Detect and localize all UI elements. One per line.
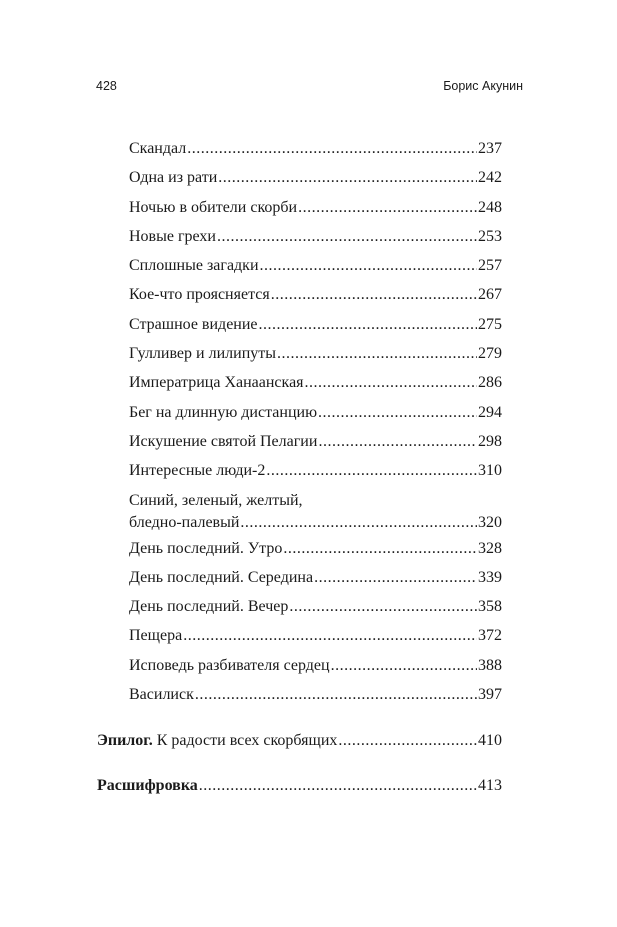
toc-entry-page: 372 bbox=[478, 627, 502, 645]
toc-entry-page: 310 bbox=[478, 462, 502, 480]
toc-entry-title: День последний. Вечер bbox=[129, 598, 289, 616]
toc-entry-page: 397 bbox=[478, 686, 502, 704]
toc-entry-title: Гулливер и лилипуты bbox=[129, 345, 276, 363]
toc-entry bbox=[129, 569, 502, 598]
toc-entry bbox=[129, 169, 502, 198]
toc-entry bbox=[129, 598, 502, 627]
toc-entry-title: День последний. Середина bbox=[129, 568, 314, 586]
dot-leader bbox=[289, 598, 477, 616]
toc-entry bbox=[129, 374, 502, 403]
dot-leader bbox=[195, 686, 477, 704]
toc-entry-page: 298 bbox=[478, 432, 502, 450]
toc-entry bbox=[129, 257, 502, 286]
dot-leader bbox=[331, 657, 477, 675]
toc-entry bbox=[129, 433, 502, 462]
dot-leader bbox=[187, 140, 477, 158]
toc-entry-title: Императрица Ханаанская bbox=[129, 374, 304, 392]
toc-entry-page: 279 bbox=[478, 345, 502, 363]
toc-entry bbox=[129, 345, 502, 374]
dot-leader bbox=[266, 462, 477, 480]
dot-leader bbox=[305, 374, 477, 392]
toc-entry-page: 328 bbox=[478, 539, 502, 557]
dot-leader bbox=[218, 169, 477, 187]
toc-entry-page: 237 bbox=[478, 140, 502, 157]
table-of-contents bbox=[129, 140, 502, 715]
toc-entry-title: Скандал bbox=[129, 140, 187, 157]
toc-entry-page: 248 bbox=[478, 198, 502, 216]
toc-entry-title: День последний. Утро bbox=[129, 539, 283, 557]
toc-entry-page: 339 bbox=[478, 568, 502, 586]
dot-leader bbox=[318, 404, 477, 422]
epilog-title: К радости всех скорбящих bbox=[156, 732, 338, 749]
toc-entry-title: Новые грехи bbox=[129, 227, 216, 245]
running-header bbox=[96, 79, 523, 97]
toc-entry-page: 275 bbox=[478, 315, 502, 333]
toc-entry-title-line2: бледно-палевый bbox=[129, 513, 240, 531]
toc-entry bbox=[129, 404, 502, 433]
toc-entry-title: Исповедь разбивателя сердец bbox=[129, 656, 330, 674]
dot-leader bbox=[338, 732, 477, 750]
toc-entry bbox=[129, 140, 502, 169]
toc-entry-title: Одна из рати bbox=[129, 169, 218, 187]
toc-entry-title: Искушение святой Пелагии bbox=[129, 432, 318, 450]
toc-entry-title: Пещера bbox=[129, 627, 183, 645]
toc-entry-page: 242 bbox=[478, 169, 502, 187]
dot-leader bbox=[217, 228, 477, 246]
dot-leader bbox=[314, 569, 477, 587]
dot-leader bbox=[283, 540, 477, 558]
toc-entry-page: 388 bbox=[478, 656, 502, 674]
toc-entry bbox=[129, 627, 502, 656]
dot-leader bbox=[183, 627, 477, 645]
toc-entry-page: 257 bbox=[478, 257, 502, 275]
toc-entry-title: Бег на длинную дистанцию bbox=[129, 403, 318, 421]
epilog-page: 410 bbox=[478, 732, 502, 749]
decode-page: 413 bbox=[478, 777, 502, 794]
toc-entry bbox=[129, 286, 502, 315]
toc-entry-page: 320 bbox=[478, 513, 502, 531]
dot-leader bbox=[199, 777, 477, 795]
toc-entry-title: Сплошные загадки bbox=[129, 257, 259, 275]
toc-entry bbox=[129, 657, 502, 686]
toc-entry-page: 253 bbox=[478, 227, 502, 245]
dot-leader bbox=[277, 345, 477, 363]
page-number: 428 bbox=[96, 79, 117, 93]
toc-entry bbox=[129, 228, 502, 257]
toc-entry bbox=[129, 462, 502, 491]
dot-leader bbox=[318, 433, 477, 451]
toc-entry-title: Кое-что проясняется bbox=[129, 286, 270, 304]
dot-leader bbox=[259, 316, 477, 334]
dot-leader bbox=[240, 514, 477, 532]
toc-entry-title: Ночью в обители скорби bbox=[129, 198, 298, 216]
dot-leader bbox=[271, 286, 477, 304]
dot-leader bbox=[298, 199, 477, 217]
toc-entry bbox=[129, 686, 502, 715]
toc-entry bbox=[129, 540, 502, 569]
toc-entry-title: Василиск bbox=[129, 686, 194, 704]
toc-entry-page: 358 bbox=[478, 598, 502, 616]
toc-entry bbox=[129, 316, 502, 345]
toc-entry-title-line1: Синий, зеленый, желтый, bbox=[129, 491, 303, 509]
toc-entry-title: Интересные люди-2 bbox=[129, 462, 266, 480]
toc-decode-entry bbox=[97, 777, 502, 795]
running-head-author: Борис Акунин bbox=[443, 79, 523, 93]
epilog-label: Эпилог. bbox=[97, 732, 153, 749]
toc-entry-page: 267 bbox=[478, 286, 502, 304]
toc-entry-title: Страшное видение bbox=[129, 315, 258, 333]
toc-entry bbox=[129, 199, 502, 228]
toc-epilog-entry bbox=[97, 732, 502, 750]
dot-leader bbox=[260, 257, 477, 275]
toc-entry-page: 286 bbox=[478, 374, 502, 392]
toc-entry bbox=[129, 492, 502, 532]
toc-entry-page: 294 bbox=[478, 403, 502, 421]
decode-title: Расшифровка bbox=[97, 777, 198, 794]
